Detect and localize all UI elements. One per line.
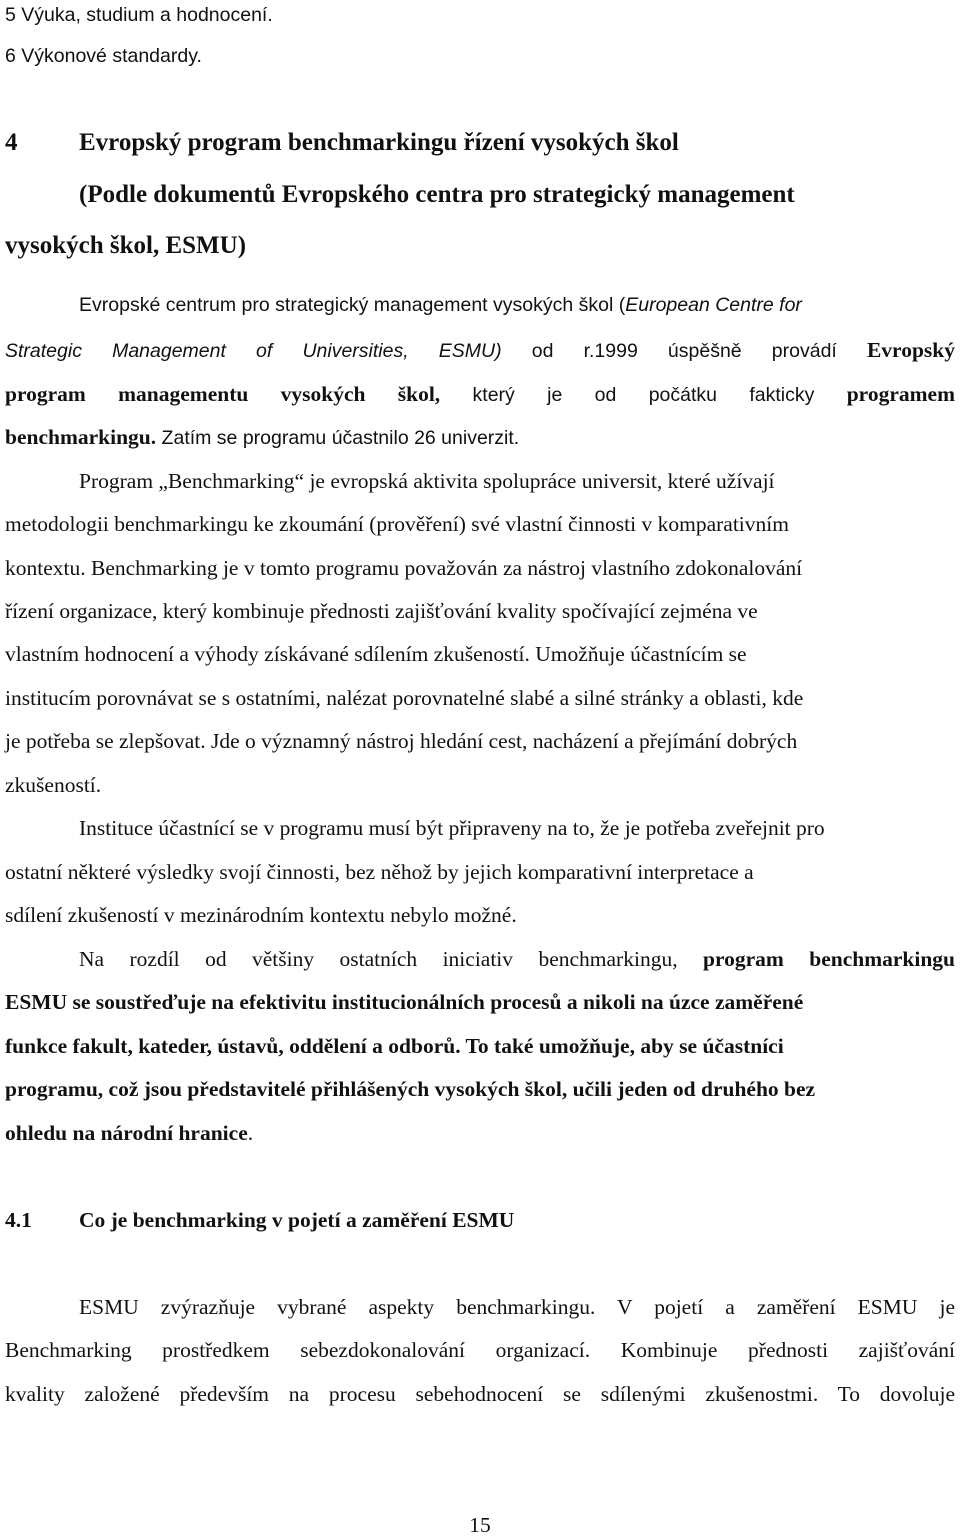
paragraph-4-line-4: programu, což jsou představitelé přihlášených vysokých škol, učili jeden od druhého bez [5, 1077, 816, 1101]
chapter-title-line-1: Evropský program benchmarkingu řízení vysokých škol [79, 129, 679, 156]
paragraph-2-line-7: je potřeba se zlepšovat. Jde o významný nástroj hledání cest, nacházení a přejímání dobrých [5, 729, 798, 753]
paragraph-2-line-2: metodologii benchmarkingu ke zkoumání (prověření) své vlastní činnosti v komparativním [5, 512, 789, 536]
paragraph-4-line-5: ohledu na národní hranice. [5, 1121, 254, 1145]
paragraph-5-line-3: kvality založené především na procesu sebehodnocení se sdílenými zkušenostmi. To dovoluje [5, 1382, 955, 1406]
paragraph-1-line-4: benchmarkingu. Zatím se programu účastnilo 26 univerzit. [5, 425, 520, 449]
paragraph-2-line-3: kontextu. Benchmarking je v tomto programu považován za nástroj vlastního zdokonalování [5, 556, 803, 580]
paragraph-1-line-1: Evropské centrum pro strategický management vysokých škol (European Centre for [79, 294, 802, 316]
paragraph-4-line-2: ESMU se soustřeďuje na efektivitu institucionálních procesů a nikoli na úzce zaměřené [5, 990, 804, 1014]
paragraph-2-line-8: zkušeností. [5, 773, 102, 797]
paragraph-3-line-3: sdílení zkušeností v mezinárodním kontextu nebylo možné. [5, 903, 517, 927]
paragraph-2-line-4: řízení organizace, který kombinuje přednosti zajišťování kvality spočívající zejména ve [5, 599, 758, 623]
paragraph-4-line-3: funkce fakult, kateder, ústavů, oddělení a odborů. To také umožňuje, aby se účastníci [5, 1034, 784, 1058]
chapter-title-line-2: (Podle dokumentů Evropského centra pro strategický management [79, 181, 795, 208]
page-number: 15 [469, 1513, 491, 1537]
paragraph-2-line-1: Program „Benchmarking“ je evropská aktivita spolupráce universit, které užívají [79, 469, 775, 493]
paragraph-1-line-2: Strategic Management of Universities, ESMU) od r.1999 úspěšně provádí Evropský [5, 338, 955, 362]
paragraph-5-line-1: ESMU zvýrazňuje vybrané aspekty benchmarkingu. V pojetí a zaměření ESMU je [79, 1295, 955, 1319]
chapter-title-line-3: vysokých škol, ESMU) [5, 232, 247, 259]
paragraph-1-line-3: program managementu vysokých škol, který je od počátku fakticky programem [5, 382, 955, 406]
paragraph-2-line-6: institucím porovnávat se s ostatními, nalézat porovnatelné slabé a silné stránky a oblasti, kde [5, 686, 804, 710]
toc-item-5: 5 Výuka, studium a hodnocení. [5, 4, 273, 26]
paragraph-4-line-1: Na rozdíl od většiny ostatních iniciativ benchmarkingu, program benchmarkingu [79, 947, 955, 971]
toc-item-6: 6 Výkonové standardy. [5, 45, 202, 67]
section-number: 4.1 [5, 1208, 32, 1232]
section-title: Co je benchmarking v pojetí a zaměření ESMU [79, 1208, 515, 1232]
paragraph-3-line-1: Instituce účastnící se v programu musí být připraveny na to, že je potřeba zveřejnit pro [79, 816, 825, 840]
paragraph-5-line-2: Benchmarking prostředkem sebezdokonalování organizací. Kombinuje přednosti zajišťování [5, 1338, 955, 1362]
chapter-number: 4 [5, 129, 18, 156]
paragraph-2-line-5: vlastním hodnocení a výhody získávané sdílením zkušeností. Umožňuje účastnícím se [5, 642, 747, 666]
paragraph-3-line-2: ostatní některé výsledky svojí činnosti, bez něhož by jejich komparativní interpretace a [5, 860, 754, 884]
